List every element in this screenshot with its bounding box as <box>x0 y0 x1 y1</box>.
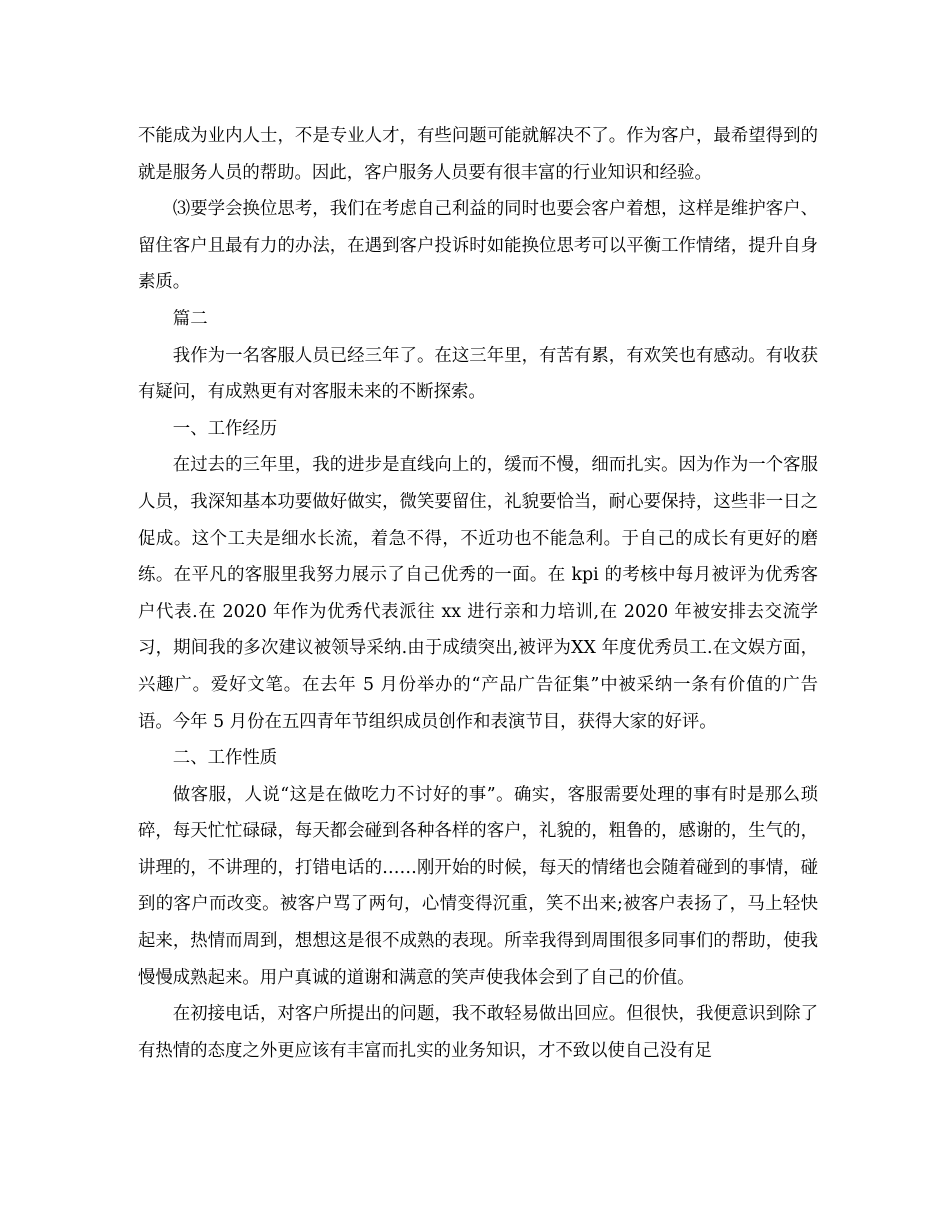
paragraph-intro: 我作为一名客服人员已经三年了。在这三年里，有苦有累，有欢笑也有感动。有收获有疑问，有成熟更有对客服未来的不断探索。 <box>138 345 818 403</box>
section-heading-part-two: 篇二 <box>172 308 208 329</box>
section-heading-work-experience: 一、工作经历 <box>172 418 278 439</box>
paragraph-first-calls: 在初接电话，对客户所提出的问题，我不敢轻易做出回应。但很快，我便意识到除了有热情的态度之外更应该有丰富而扎实的业务知识，才不致以使自己没有足 <box>138 1004 818 1061</box>
paragraph-continuation: 不能成为业内人士，不是专业人才，有些问题可能就解决不了。作为客户，最希望得到的就是服务人员的帮助。因此，客户服务人员要有很丰富的行业知识和经验。 <box>138 126 818 183</box>
paragraph-perspective-tip: ⑶要学会换位思考，我们在考虑自己利益的同时也要会客户着想，这样是维护客户、留住客户且最有力的办法，在遇到客户投诉时如能换位思考可以平衡工作情绪，提升自身素质。 <box>138 199 818 293</box>
paragraph-work-experience: 在过去的三年里，我的进步是直线向上的，缓而不慢，细而扎实。因为作为一个客服人员，我深知基本功要做好做实，微笑要留住，礼貌要恰当，耐心要保持，这些非一日之促成。这个工夫是细水长流，着急不得，不近功也不能急利。于自己的成长有更好的磨练。在平凡的客服里我努力展示了自己优秀的一面。在 kpi 的考核中每月被评为优秀客户代表.在 2020 年作为优秀代表派往 xx 进行亲和力培训,在 2020 年被安排去交流学习，期间我的多次建议被领导采纳.由于成绩突出,被评为XX 年度优秀员工.在文娱方面，兴趣广。爱好文笔。在去年 5 月份举办的“产品广告征集”中被采纳一条有价值的广告语。今年 5 月份在五四青年节组织成员创作和表演节目，获得大家的好评。 <box>138 455 818 732</box>
paragraph-work-nature: 做客服，人说“这是在做吃力不讨好的事”。确实，客服需要处理的事有时是那么琐碎，每天忙忙碌碌，每天都会碰到各种各样的客户，礼貌的，粗鲁的，感谢的，生气的，讲理的，不讲理的，打错电话的……刚开始的时候，每天的情绪也会随着碰到的事情，碰到的客户而改变。被客户骂了两句，心情变得沉重，笑不出来;被客户表扬了，马上轻快起来，热情而周到，想想这是很不成熟的表现。所幸我得到周围很多同事们的帮助，使我慢慢成熟起来。用户真诚的道谢和满意的笑声使我体会到了自己的价值。 <box>138 784 818 988</box>
section-heading-work-nature: 二、工作性质 <box>172 748 278 769</box>
document-body <box>138 118 818 1069</box>
